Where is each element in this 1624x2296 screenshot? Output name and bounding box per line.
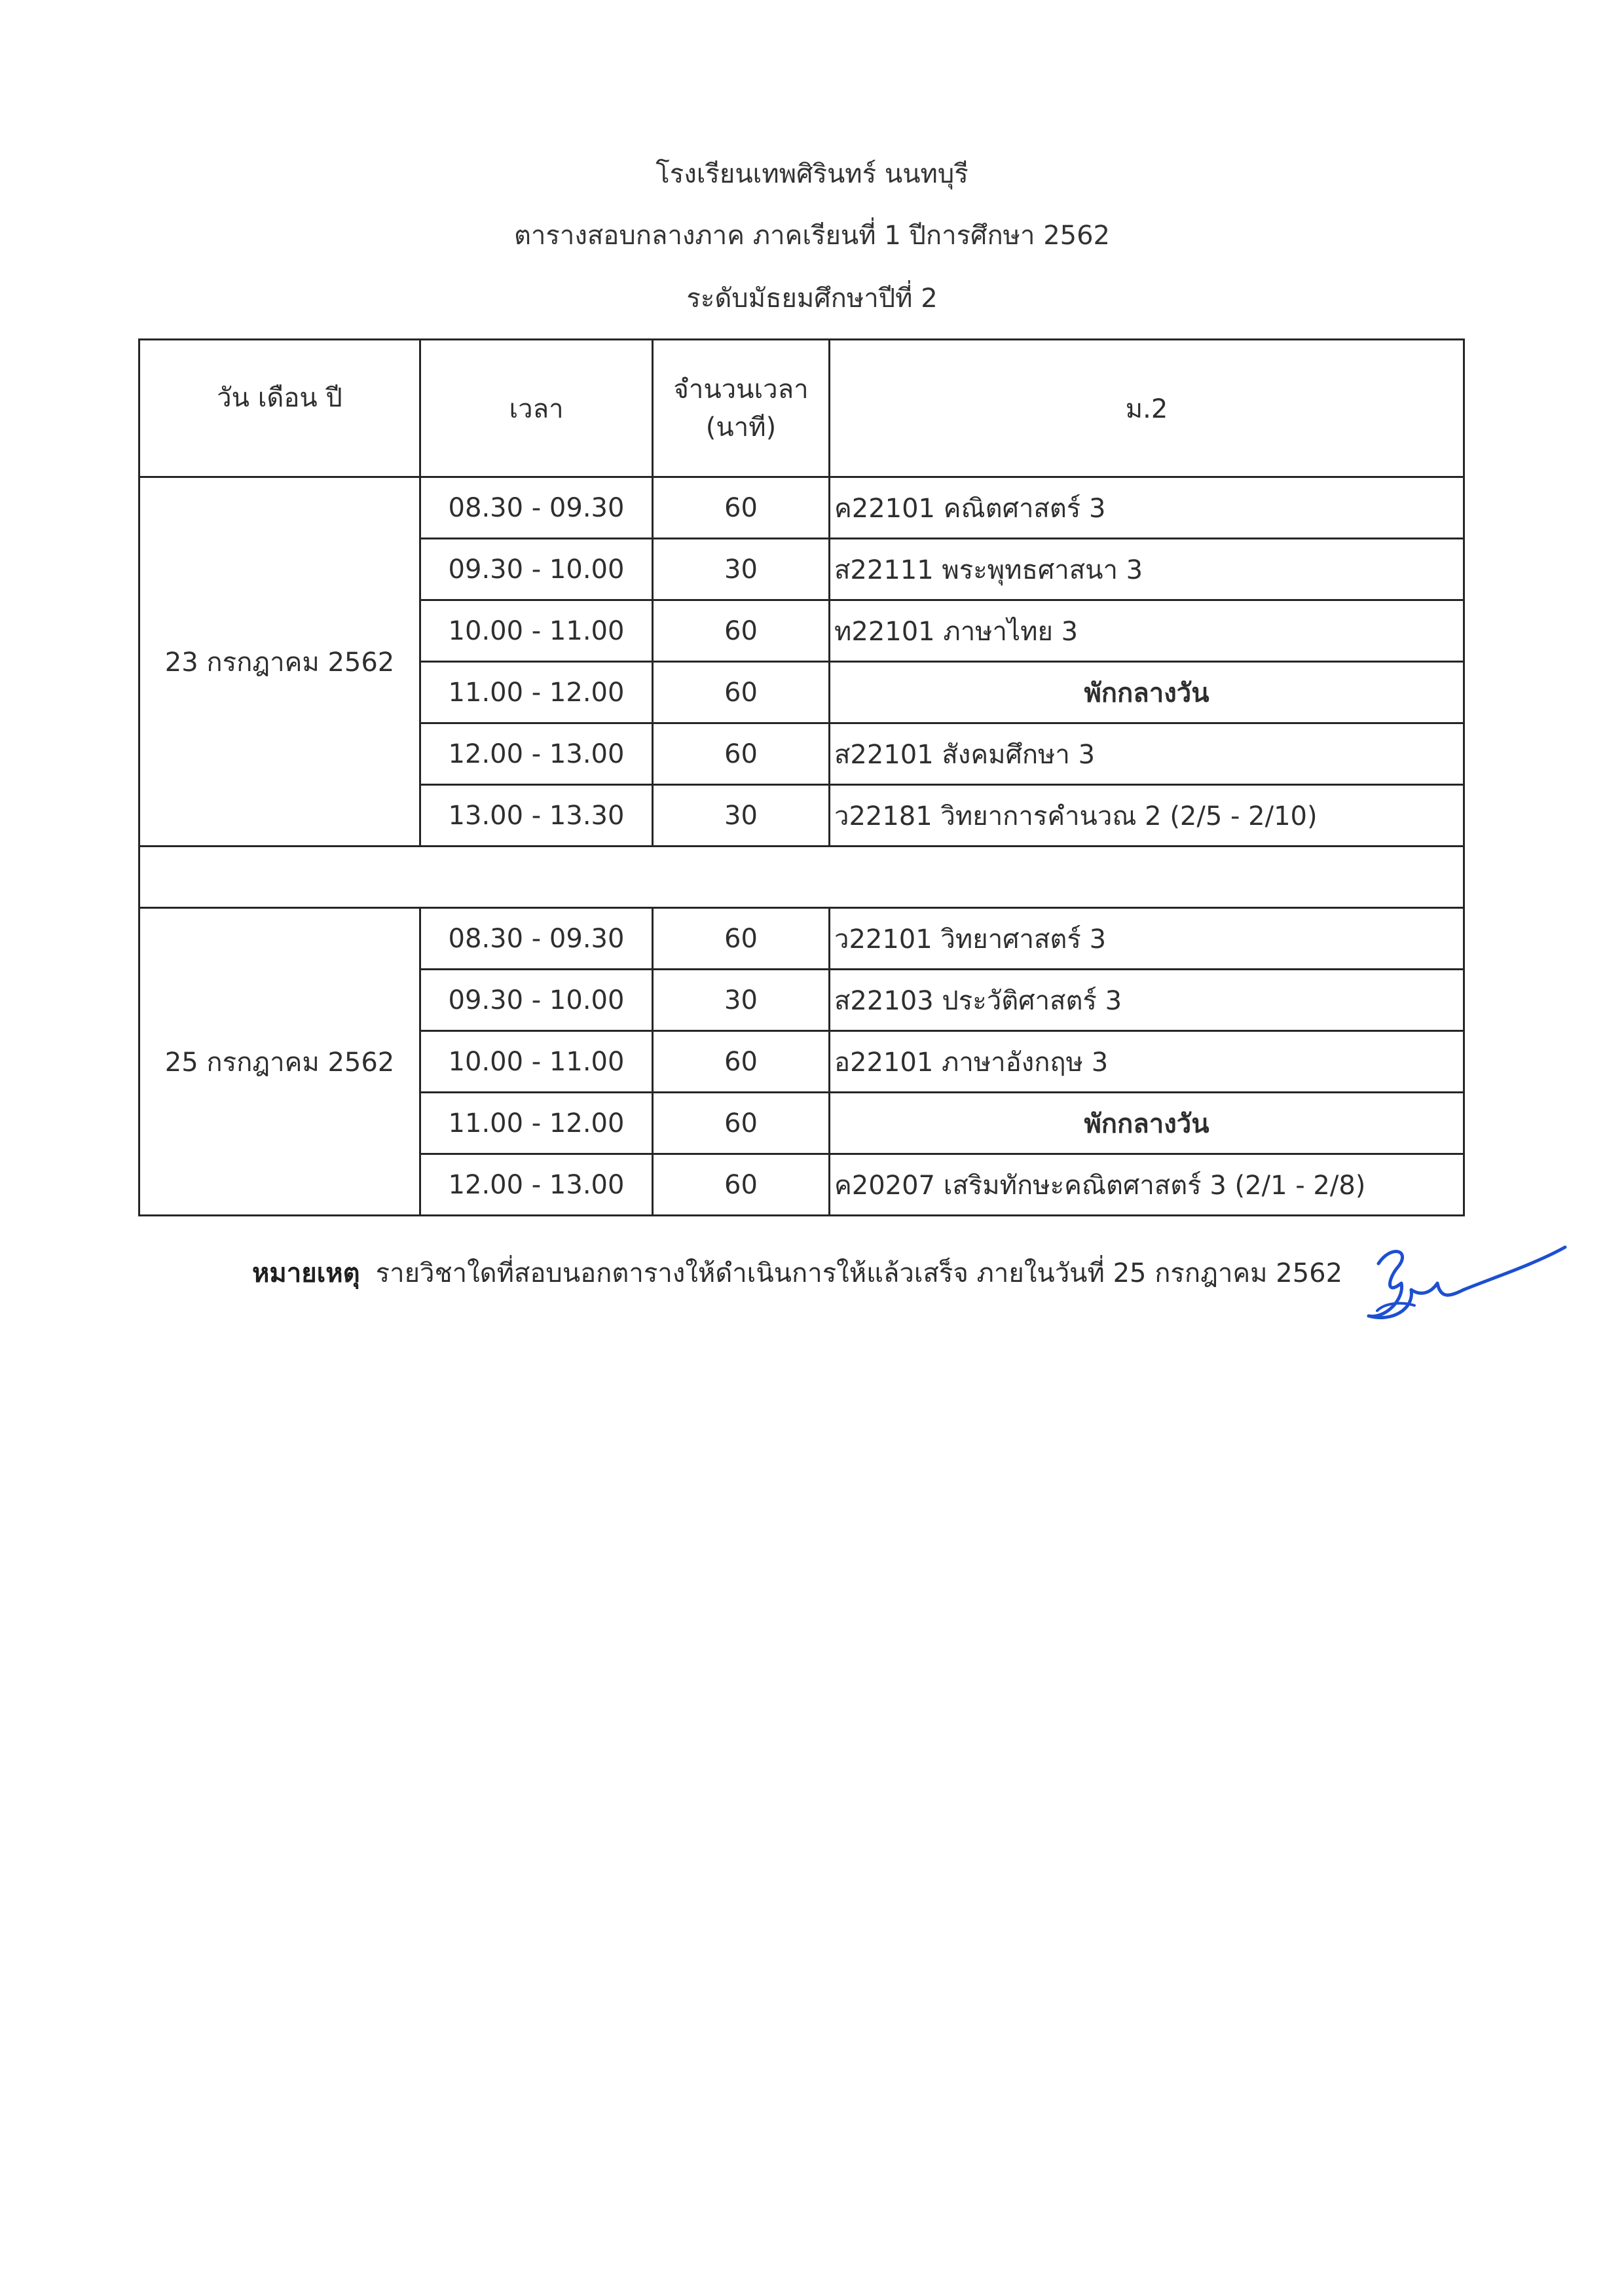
lunch-break-cell: พักกลางวัน — [830, 1093, 1464, 1154]
table-row — [139, 908, 1464, 970]
minutes-cell: 60 — [653, 477, 830, 539]
subject-cell: ส22103 ประวัติศาสตร์ 3 — [830, 970, 1464, 1031]
date-cell: 23 กรกฎาคม 2562 — [139, 477, 420, 847]
subject-cell: ท22101 ภาษาไทย 3 — [830, 600, 1464, 662]
column-header-duration — [653, 340, 830, 477]
time-cell: 09.30 - 10.00 — [420, 539, 653, 600]
subject-cell: ว22101 วิทยาศาสตร์ 3 — [830, 908, 1464, 970]
table-row — [139, 477, 1464, 539]
minutes-cell: 30 — [653, 970, 830, 1031]
minutes-cell: 60 — [653, 723, 830, 785]
separator-cell — [139, 847, 1464, 908]
minutes-cell: 30 — [653, 785, 830, 847]
time-cell: 12.00 - 13.00 — [420, 1154, 653, 1216]
subject-cell: ส22111 พระพุทธศาสนา 3 — [830, 539, 1464, 600]
exam-schedule-table — [138, 338, 1465, 1216]
minutes-cell: 60 — [653, 1031, 830, 1093]
column-header-grade: ม.2 — [830, 340, 1464, 477]
minutes-cell: 60 — [653, 662, 830, 723]
separator-row — [139, 847, 1464, 908]
time-cell: 08.30 - 09.30 — [420, 477, 653, 539]
subject-cell: ค20207 เสริมทักษะคณิตศาสตร์ 3 (2/1 - 2/8) — [830, 1154, 1464, 1216]
remark-label: หมายเหตุ — [252, 1258, 360, 1288]
minutes-cell: 60 — [653, 1154, 830, 1216]
minutes-cell: 30 — [653, 539, 830, 600]
duration-header-line1: จำนวนเวลา — [673, 374, 809, 405]
time-cell: 11.00 - 12.00 — [420, 662, 653, 723]
time-cell: 11.00 - 12.00 — [420, 1093, 653, 1154]
column-header-time: เวลา — [420, 340, 653, 477]
time-cell: 08.30 - 09.30 — [420, 908, 653, 970]
subject-cell: อ22101 ภาษาอังกฤษ 3 — [830, 1031, 1464, 1093]
minutes-cell: 60 — [653, 908, 830, 970]
document-title: ตารางสอบกลางภาค ภาคเรียนที่ 1 ปีการศึกษา 2562 — [513, 221, 1111, 251]
table-header-row — [139, 340, 1464, 477]
school-name: โรงเรียนเทพศิรินทร์ นนทบุรี — [655, 159, 969, 189]
lunch-break-cell: พักกลางวัน — [830, 662, 1464, 723]
date-cell: 25 กรกฎาคม 2562 — [139, 908, 420, 1216]
remark — [252, 1252, 1342, 1294]
minutes-cell: 60 — [653, 600, 830, 662]
signature-icon — [1365, 1237, 1575, 1336]
time-cell: 10.00 - 11.00 — [420, 600, 653, 662]
subject-cell: ค22101 คณิตศาสตร์ 3 — [830, 477, 1464, 539]
grade-level: ระดับมัธยมศึกษาปีที่ 2 — [686, 283, 938, 314]
column-header-date: วัน เดือน ปี — [139, 340, 420, 477]
time-cell: 13.00 - 13.30 — [420, 785, 653, 847]
subject-cell: ส22101 สังคมศึกษา 3 — [830, 723, 1464, 785]
duration-header-line2: (นาที) — [705, 412, 777, 443]
time-cell: 12.00 - 13.00 — [420, 723, 653, 785]
time-cell: 09.30 - 10.00 — [420, 970, 653, 1031]
subject-cell: ว22181 วิทยาการคำนวณ 2 (2/5 - 2/10) — [830, 785, 1464, 847]
time-cell: 10.00 - 11.00 — [420, 1031, 653, 1093]
minutes-cell: 60 — [653, 1093, 830, 1154]
remark-text: รายวิชาใดที่สอบนอกตารางให้ดำเนินการให้แล้วเสร็จ ภายในวันที่ 25 กรกฎาคม 2562 — [375, 1258, 1343, 1288]
